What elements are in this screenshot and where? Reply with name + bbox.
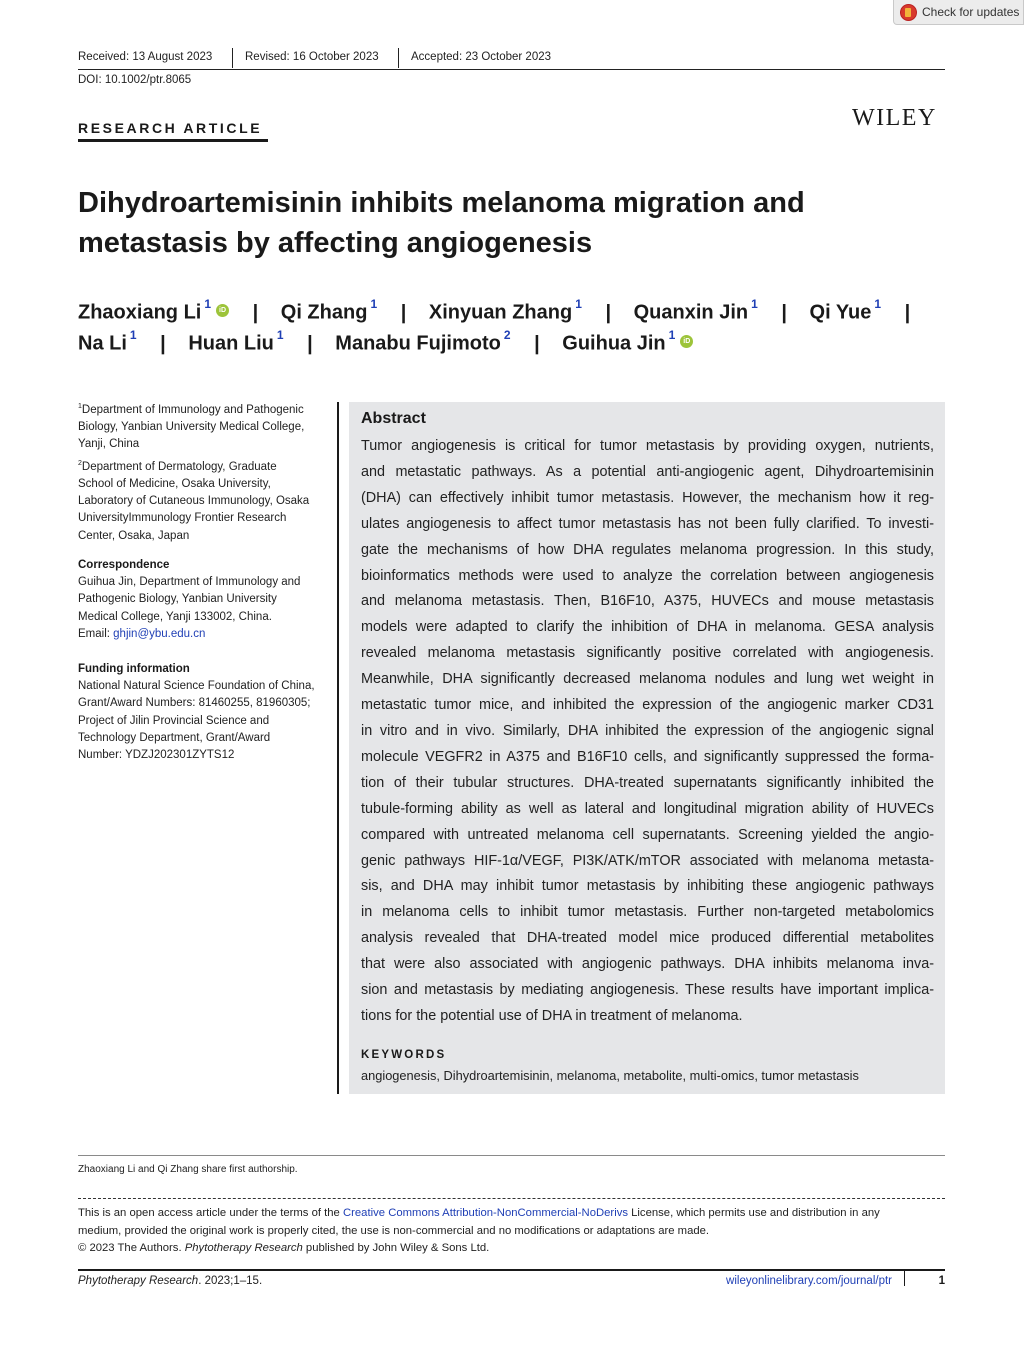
revised-date: Revised: 16 October 2023 — [245, 51, 379, 63]
affiliation: $^2$Department of Dermatology, Graduate School of Medicine, Osaka University, Laboratory of Cutaneous Immunology, Osaka UniversityImmunology Frontier Research Center, Osaka, Japan — [78, 460, 310, 542]
author[interactable]: Zhaoxiang Li $^1$iD — [78, 300, 229, 325]
footer-rule — [78, 1269, 945, 1271]
abstract-line: analysis revealed that DHA-treated model mice produced differential metabolites — [361, 930, 934, 947]
check-for-updates-label: Check for updates — [922, 5, 1020, 19]
correspondence-heading: Correspondence — [78, 559, 170, 571]
article-title: Dihydroartemisinin inhibits melanoma migration and metastasis by affecting angiogenesis — [78, 187, 805, 259]
author-separator: | — [252, 301, 259, 324]
abstract-line: sion and metastasis by mediating angiogenesis. These results have important implica- — [361, 982, 934, 999]
keywords-list: angiogenesis, Dihydroartemisinin, melanoma, metabolite, multi-omics, tumor metastasis — [361, 1068, 859, 1083]
abstract-line: ulates angiogenesis to affect tumor metastasis has not been fully clarified. To investi- — [361, 515, 934, 532]
article-type-underline — [78, 139, 268, 142]
abstract-line: Tumor angiogenesis is critical for tumor metastasis by providing oxygen, nutrients, — [361, 438, 934, 454]
affiliation: $^1$Department of Immunology and Pathogenic Biology, Yanbian University Medical College, Yanji, China — [78, 403, 305, 451]
orcid-icon[interactable] — [680, 335, 693, 348]
abstract-line: revealed melanoma metastasis significantly positive correlated with angiogenesis. — [361, 645, 934, 662]
column-divider — [337, 402, 339, 1094]
email-link[interactable]: ghjin@ybu.edu.cn — [113, 627, 206, 640]
abstract-line: tubule-forming ability as well as lateral and longitudinal migration ability of HUVECs — [361, 800, 934, 817]
abstract-line: compared with untreated melanoma cell supernatants. Screening yielded the angio- — [361, 826, 934, 843]
abstract-line: tions for the potential use of DHA in treatment of melanoma. — [361, 1007, 743, 1024]
abstract-line: genic pathways HIF-1α/VEGF, PI3K/ATK/mTOR associated with melanoma metasta- — [361, 852, 934, 869]
abstract-line: Meanwhile, DHA significantly decreased melanoma nodules and lung wet weight in — [361, 671, 934, 688]
author-separator: | — [534, 332, 540, 355]
abstract-line: models were adapted to clarify the inhibition of DHA in melanoma. GESA analysis — [361, 619, 934, 636]
abstract-line: tion of their tubular structures. DHA-treated supernatants significantly inhibited the — [361, 774, 934, 791]
funding-heading: Funding information — [78, 663, 190, 675]
received-date: Received: 13 August 2023 — [78, 51, 213, 63]
keywords-heading: KEYWORDS — [361, 1049, 447, 1061]
abstract-line: bioinformatics methods were used to analyze the correlation between angiogenesis — [361, 567, 934, 584]
license-divider — [78, 1198, 945, 1199]
abstract-line: sis, and DHA may inhibit tumor metastasis by inhibiting these angiogenic pathways — [361, 878, 934, 895]
author[interactable]: Manabu Fujimoto $^2$ — [335, 328, 511, 355]
wiley-logo: WILEY — [852, 105, 937, 131]
author-separator: | — [160, 332, 166, 355]
footer-divider — [904, 1271, 905, 1286]
author[interactable]: Na Li $^1$ — [78, 328, 137, 355]
author-separator: | — [904, 301, 911, 324]
article-type: RESEARCH ARTICLE — [78, 120, 263, 136]
author-list-line-1 — [78, 297, 958, 325]
abstract-line: in melanoma cells to inhibit tumor metastasis. Further non-targeted metabolomics — [361, 904, 934, 921]
crossmark-icon — [900, 4, 917, 21]
author[interactable]: Qi Yue $^1$ — [809, 297, 882, 324]
header-divider — [232, 48, 233, 68]
abstract-line: and metastatic pathways. As a potential anti-angiogenic agent, Dihydroartemisinin — [361, 463, 934, 480]
journal-citation: Phytotherapy Research. 2023;1–15. — [78, 1275, 263, 1287]
abstract-line: (DHA) can effectively inhibit tumor metastasis. However, the mechanism how it reg- — [361, 489, 934, 506]
funding-information: Funding information National Natural Science Foundation of China, Grant/Award Numbers: 81460255, 81960305; Project of Jilin Provincial Science and Technology Department, Grant/Award Number: YDZJ202301ZYTS12 — [78, 661, 328, 764]
abstract-heading: Abstract — [361, 410, 426, 427]
header-rule — [78, 69, 945, 70]
doi[interactable]: DOI: 10.1002/ptr.8065 — [78, 74, 192, 86]
author-separator: | — [605, 301, 612, 324]
abstract-line: and melanoma metastasis. Then, B16F10, A375, HUVECs and mouse metastasis — [361, 593, 934, 610]
author[interactable]: Huan Liu $^1$ — [188, 328, 284, 355]
author[interactable]: Qi Zhang $^1$ — [280, 297, 378, 324]
cc-license-link[interactable]: Creative Commons Attribution-NonCommercial-NoDerivs — [342, 1207, 628, 1219]
orcid-icon[interactable] — [216, 304, 229, 317]
author-list-line-2 — [78, 328, 958, 356]
author[interactable]: Quanxin Jin $^1$ — [633, 297, 758, 324]
author[interactable]: Guihua Jin $^1$iD — [562, 331, 693, 356]
abstract-line: that were also associated with angiogenic pathways. DHA inhibits melanoma inva- — [361, 956, 934, 973]
abstract-text — [361, 434, 934, 1030]
abstract-line: molecule VEGFR2 in A375 and B16F10 cells, and significantly suppressed the forma- — [361, 748, 934, 765]
author-separator: | — [781, 301, 787, 324]
footnote-rule — [78, 1155, 945, 1156]
header-divider — [398, 48, 399, 68]
author[interactable]: Xinyuan Zhang $^1$ — [428, 297, 582, 324]
correspondence: Correspondence Guihua Jin, Department of Immunology and Pathogenic Biology, Yanbian University Medical College, Yanji 133002, China. Email: ghjin@ybu.edu.cn — [78, 557, 328, 643]
accepted-date: Accepted: 23 October 2023 — [411, 51, 552, 63]
author-separator: | — [307, 332, 313, 355]
journal-url-link[interactable]: wileyonlinelibrary.com/journal/ptr — [726, 1275, 892, 1287]
first-authorship-note: Zhaoxiang Li and Qi Zhang share first authorship. — [78, 1164, 298, 1175]
page-number: 1 — [938, 1275, 945, 1287]
abstract-line: metastatic tumor mice, and inhibited the expression of the angiogenic marker CD31 — [361, 697, 934, 714]
check-for-updates-button[interactable] — [893, 0, 1024, 25]
license-notice: This is an open access article under the terms of the Creative Commons Attribution-NonCommercial-NoDerivs License, which permits use and distribution in any medium, provided the original work is properly cited, the use is non-commercial and no modifications or adaptations are made. © 2023 The Authors. Phytotherapy Research published by John Wiley & Sons Ltd. — [78, 1207, 880, 1254]
author-separator: | — [400, 301, 407, 324]
abstract-line: in vitro and in vivo. Similarly, DHA inhibited the expression of the angiogenic signal — [361, 722, 934, 739]
abstract-line: gate the mechanisms of how DHA regulates melanoma progression. In this study, — [361, 541, 934, 558]
